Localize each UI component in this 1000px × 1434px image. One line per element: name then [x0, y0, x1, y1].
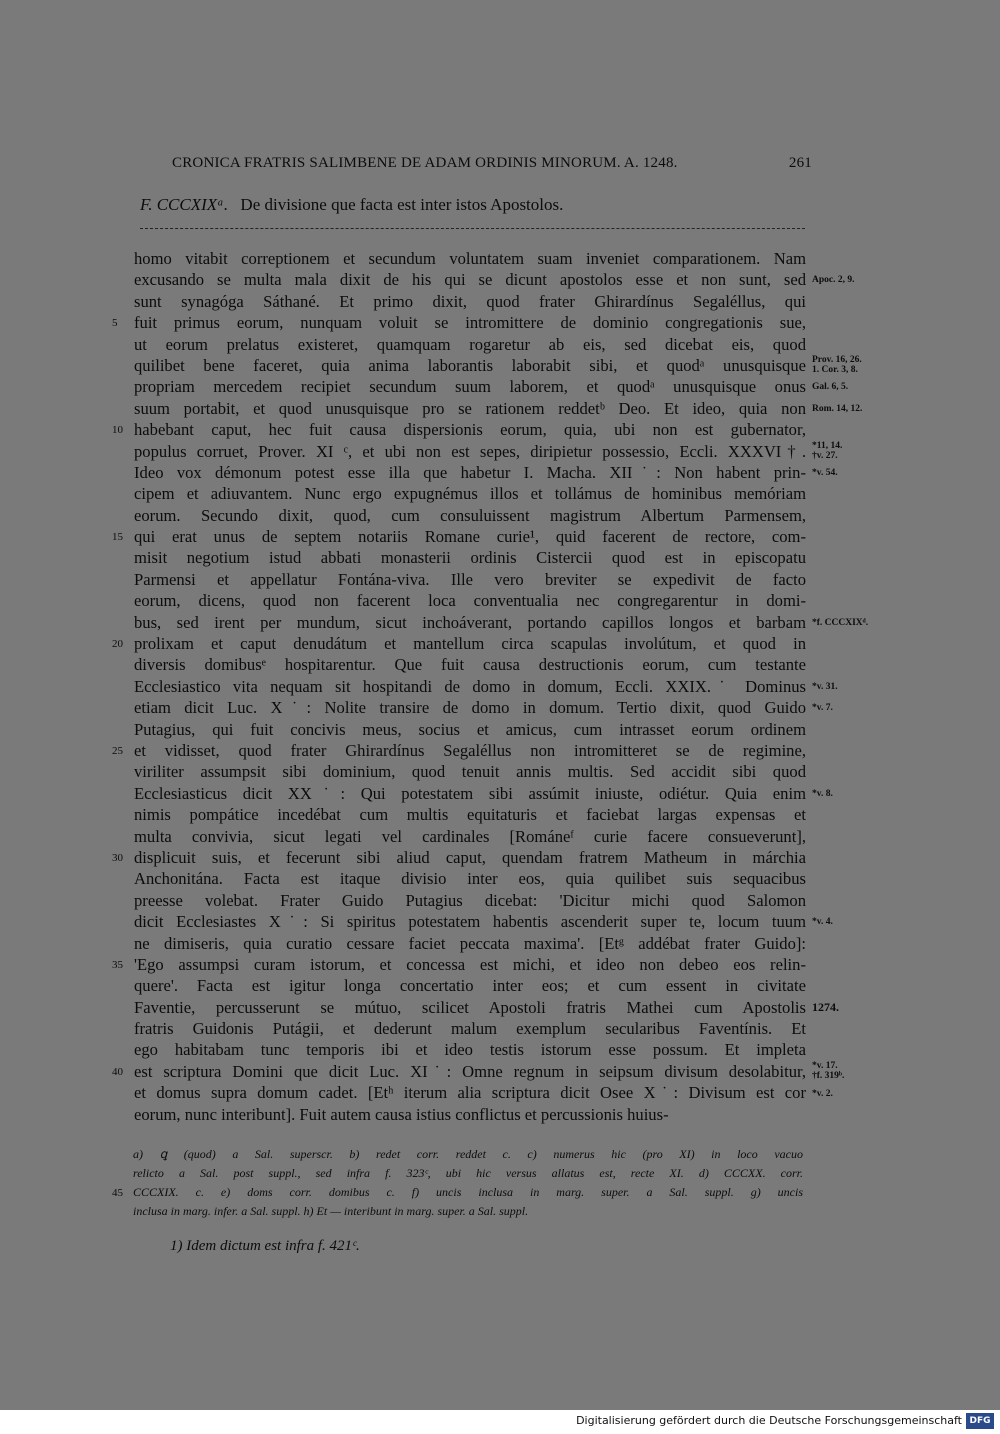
text-line: cipem et adiuvantem. Nunc ergo expugnémus illos et tollámus de hominibus memóriam [134, 484, 806, 504]
text-line: nimis pompátice incedébat cum multis equitaturis et faciebat largas expensas et [134, 805, 806, 825]
text-line: Ecclesiastico vita nequam sit hospitandi de domo in domum, Eccli. XXIX.˙ Dominus [134, 676, 806, 696]
footnotes [133, 1145, 803, 1221]
header-title: CRONICA FRATRIS SALIMBENE DE ADAM ORDINIS MINORUM. A. 1248. [172, 155, 678, 171]
divider [140, 228, 805, 229]
margin-ref: Prov. 16, 26. [812, 355, 862, 365]
reference-note: 1) Idem dictum est infra f. 421ᶜ. [170, 1238, 360, 1254]
text-line: prolixam et caput denudátum et mantellum circa scapulas involútum, et quod in [134, 634, 806, 654]
text-line: eorum, nunc interibunt]. Fuit autem causa istius conflictus et percussionis huius- [134, 1104, 669, 1124]
margin-ref: Apoc. 2, 9. [812, 275, 855, 286]
text-line: viriliter assumpsit sibi dominium, quod tenuit annis multis. Sed accidit sibi quod [134, 762, 806, 782]
page-number: 261 [788, 155, 812, 171]
dfg-logo: DFG [966, 1413, 994, 1429]
margin-ref: *v. 4. [812, 917, 833, 928]
text-line: et domus supra domum cadet. [Etʰ iterum alia scriptura dicit Osee X˙: Divisum est cor [134, 1083, 806, 1103]
text-line: habebant caput, hec fuit causa dispersionis eorum, quia, ubi non est gubernator, [134, 420, 806, 440]
line-number: 20 [112, 638, 123, 651]
line-number: 40 [112, 1066, 123, 1079]
text-line: eorum, dicens, quod non facerent loca conventualia nec congregarentur in domi- [134, 591, 806, 611]
margin-ref: *v. 54. [812, 468, 838, 478]
footnote-line: inclusa in marg. infer. a Sal. suppl. h) Et — interibunt in marg. super. a Sal. suppl. [133, 1204, 529, 1218]
footnote-line: a) ꝗ (quod) a Sal. superscr. b) redet corr. reddet c. c) numerus hic (pro XI) in loco vacuo [133, 1147, 803, 1161]
line-number: 10 [112, 424, 123, 437]
text-line: dicit Ecclesiastes X˙: Si spiritus potestatem habentis ascenderit super te, locum tuum [134, 912, 806, 932]
text-line: misit negotium istud abbati monasterii ordinis Cistercii quod est in episcopatu [134, 548, 806, 568]
text-line: Putagius, qui fuit concivis meus, socius et amicus, cum intrasset eorum ordinem [134, 719, 806, 739]
margin-ref: 1. Cor. 3, 8. [812, 365, 858, 375]
line-number: 35 [112, 959, 123, 972]
margin-ref: *v. 8. [812, 789, 833, 799]
text-line: fuit primus eorum, nunquam voluit se intromittere de dominio congregationis sue, [134, 313, 806, 333]
line-number: 25 [112, 745, 123, 758]
text-line: ego habitabam tunc temporis ibi et ideo testis istorum esse possum. Et impleta [134, 1040, 806, 1060]
footnote-line: CCCXIX. c. e) doms corr. domibus c. f) uncis inclusa in marg. super. a Sal. suppl. g) uncis [133, 1185, 803, 1199]
text-line: est scriptura Domini que dicit Luc. XI˙: Omne regnum in seipsum divisum desolabitur, [134, 1061, 806, 1081]
margin-ref: *v. 2. [812, 1088, 833, 1099]
text-line: eorum. Secundo dixit, quod, cum consuluissent magistrum Albertum Parmensem, [134, 505, 806, 525]
text-line: populus corruet, Prover. XI ᶜ, et ubi non est sepes, diripietur possessio, Eccli. XXXVI†. [134, 441, 806, 461]
text-line: qui erat unus de septem notariis Romane curie¹, quid facerent de rectore, com- [134, 527, 806, 547]
text-line: et vidisset, quod frater Ghirardínus Segaléllus non intromitteret se de regimine, [134, 740, 806, 760]
text-line: ne dimiseris, quia curatio cessare faciet peccata maxima'. [Etᵍ addébat frater Guido]: [134, 933, 806, 953]
line-number: 30 [112, 852, 123, 865]
footer-bar [0, 1410, 1000, 1434]
main-text [134, 248, 806, 1125]
margin-ref: Gal. 6, 5. [812, 382, 849, 393]
text-line: propriam mercedem recipiet secundum suum laborem, et quodᵃ unusquisque onus [134, 377, 806, 397]
text-line: 'Ego assumpsi curam istorum, et concessa est michi, et ideo non debeo eos relin- [134, 954, 806, 974]
text-line: ut eorum prelatus existeret, quamquam rogaretur ab eis, sed dicebat eis, quod [134, 334, 806, 354]
footer-text: Digitalisierung gefördert durch die Deutsche Forschungsgemeinschaft [576, 1414, 962, 1427]
line-number: 15 [112, 531, 123, 544]
text-line: suum portabit, et quod unusquisque pro se rationem reddetᵇ Deo. Et ideo, quia non [134, 398, 806, 418]
margin-ref: *11, 14. [812, 440, 843, 451]
text-line: Ecclesiasticus dicit XX˙: Qui potestatem sibi assúmit iniuste, odiétur. Quia enim [134, 783, 806, 803]
section-title: De divisione que facta est inter istos Apostolos. [240, 195, 564, 214]
margin-ref: *f. CCCXIXᵈ. [812, 617, 869, 628]
margin-ref: Rom. 14, 12. [812, 403, 863, 414]
text-line: displicuit suis, et fecerunt sibi aliud caput, quendam fratrem Matheum in márchia [134, 847, 806, 867]
text-line: Parmensi et appellatur Fontána-viva. Ille vero breviter se expedivit de facto [134, 569, 806, 589]
margin-ref: 1274. [812, 1000, 839, 1014]
margin-ref: †v. 27. [812, 450, 838, 461]
text-line: bus, sed irent per mundum, sicut inchoáverant, portando capillos longos et barbam [134, 612, 806, 632]
section-heading [140, 195, 563, 215]
text-line: fratris Guidonis Putágii, et dederunt malum exemplum secularibus Faventínis. Et [134, 1019, 806, 1039]
text-line: etiam dicit Luc. X˙: Nolite transire de domo in domum. Tertio dixit, quod Guido [134, 698, 806, 718]
text-line: homo vitabit correptionem et secundum voluntatem suam inveniet comparationem. Nam [134, 249, 806, 268]
text-line: Faventie, percusserunt se mútuo, scilicet Apostoli fratris Mathei cum Apostolis [134, 997, 806, 1017]
text-line: multa convivia, sicut legati vel cardinales [Románeᶠ curie facere consueverunt], [134, 826, 806, 846]
text-line: quere'. Facta est igitur longa concertatio inter eos; et cum essent in civitate [134, 976, 806, 996]
text-line: diversis domibusᵉ hospitarentur. Que fuit causa destructionis eorum, cum testante [134, 655, 806, 675]
text-line: Ideo vox démonum potest esse illa que habetur I. Macha. XII˙: Non habent prin- [134, 462, 806, 482]
footnote-line: relicto a Sal. post suppl., sed infra f. 323ᶜ, ubi hic versus allatus est, recte XI. d) CCCXX. corr. [133, 1166, 803, 1180]
margin-ref: *v. 17. [812, 1061, 838, 1072]
text-line: excusando se multa mala dixit de his qui se dicunt apostolos esse et non sunt, sed [134, 270, 806, 290]
margin-ref: †f. 319ᵇ. [812, 1071, 845, 1082]
text-line: Anchonitána. Facta est itaque divisio inter eos, quia quilibet suis sequacibus [134, 869, 806, 889]
line-number: 5 [112, 317, 118, 330]
line-number: 45 [112, 1187, 123, 1199]
margin-ref: *v. 7. [812, 703, 833, 714]
text-line: preesse volebat. Frater Guido Putagius dicebat: 'Dicitur michi quod Salomon [134, 890, 806, 910]
text-line: sunt synagóga Sáthané. Et primo dixit, quod frater Ghirardínus Segaléllus, qui [134, 291, 806, 311]
folio-label: F. CCCXIXᵃ. [140, 195, 229, 214]
margin-ref: *v. 31. [812, 682, 838, 692]
text-line: quilibet bene faceret, quia anima laborantis laborabit sibi, et quodᵃ unusquisque [134, 355, 806, 375]
